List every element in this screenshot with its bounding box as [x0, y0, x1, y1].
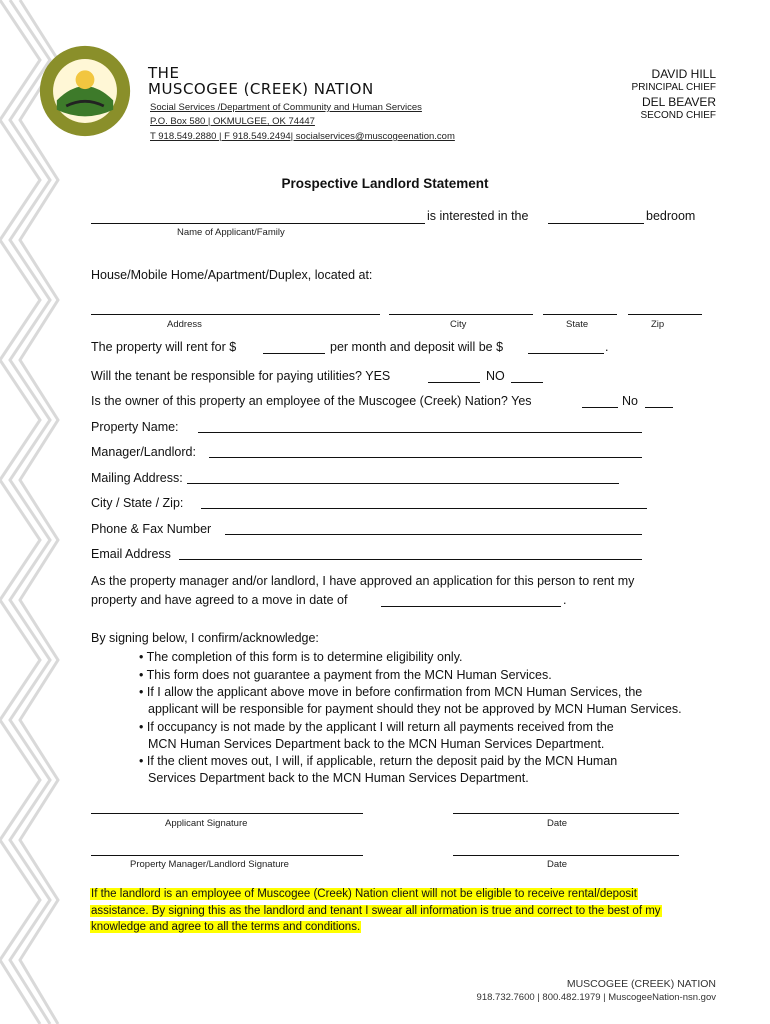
- city-label: City: [450, 319, 467, 330]
- employee-yes-field[interactable]: [582, 407, 618, 408]
- bullet-item: • If I allow the applicant above move in before confirmation from MCN Human Services, the: [139, 685, 643, 699]
- landlord-date-label: Date: [547, 859, 568, 870]
- contact-line: T 918.549.2880 | F 918.549.2494| socialservices@muscogeenation.com: [150, 131, 455, 142]
- zip-field[interactable]: [628, 314, 702, 315]
- bullet-item-continued: Services Department back to the MCN Human Services Department.: [148, 771, 529, 785]
- approval-statement-line2: property and have agreed to a move in date of: [91, 593, 348, 607]
- bullet-item-continued: MCN Human Services Department back to the MCN Human Services Department.: [148, 737, 605, 751]
- address-line: P.O. Box 580 | OKMULGEE, OK 74447: [150, 116, 315, 127]
- phone-fax-label: Phone & Fax Number: [91, 522, 212, 536]
- applicant-date-field[interactable]: [453, 813, 679, 814]
- bullet-item: • The completion of this form is to determine eligibility only.: [139, 650, 463, 664]
- utilities-yes-field[interactable]: [428, 382, 480, 383]
- signing-intro: By signing below, I confirm/acknowledge:: [91, 631, 319, 645]
- manager-field[interactable]: [209, 457, 642, 458]
- department-line: Social Services /Department of Community and Human Services: [150, 102, 422, 113]
- applicant-date-label: Date: [547, 818, 568, 829]
- city-state-zip-field[interactable]: [201, 508, 647, 509]
- interested-text: is interested in the: [427, 209, 529, 223]
- second-chief-title: SECOND CHIEF: [640, 110, 716, 121]
- city-state-zip-label: City / State / Zip:: [91, 496, 184, 510]
- utilities-no-field[interactable]: [511, 382, 543, 383]
- bedroom-count-field[interactable]: [548, 223, 644, 224]
- rent-period: .: [605, 340, 609, 354]
- footer-contact: 918.732.7600 | 800.482.1979 | MuscogeeNation-nsn.gov: [476, 992, 716, 1003]
- footer-org-name: MUSCOGEE (CREEK) NATION: [566, 978, 716, 990]
- address-field[interactable]: [91, 314, 380, 315]
- move-in-date-field[interactable]: [381, 606, 561, 607]
- email-field[interactable]: [179, 559, 642, 560]
- applicant-signature-label: Applicant Signature: [165, 818, 248, 829]
- approval-statement-line1: As the property manager and/or landlord, I have approved an application for this person to rent my: [91, 574, 635, 588]
- landlord-signature-label: Property Manager/Landlord Signature: [130, 859, 289, 870]
- address-label: Address: [167, 319, 202, 330]
- employee-no-field[interactable]: [645, 407, 673, 408]
- property-name-label: Property Name:: [91, 420, 179, 434]
- rent-amount-field[interactable]: [263, 353, 325, 354]
- bedroom-text: bedroom: [646, 209, 696, 223]
- deposit-amount-field[interactable]: [528, 353, 604, 354]
- approval-period: .: [563, 593, 567, 607]
- city-field[interactable]: [389, 314, 533, 315]
- eligibility-notice-line3: knowledge and agree to all the terms and conditions.: [91, 921, 361, 933]
- deposit-text: per month and deposit will be $: [330, 340, 504, 354]
- rent-text: The property will rent for $: [91, 340, 237, 354]
- principal-chief-title: PRINCIPAL CHIEF: [631, 82, 716, 93]
- eligibility-notice-line2: assistance. By signing this as the landlord and tenant I swear all information is true and correct to the best of my: [91, 905, 661, 917]
- bullet-item-continued: applicant will be responsible for payment should they not be approved by MCN Human Services.: [148, 702, 682, 716]
- landlord-signature-field[interactable]: [91, 855, 363, 856]
- principal-chief-name: DAVID HILL: [651, 67, 716, 81]
- landlord-date-field[interactable]: [453, 855, 679, 856]
- bullet-item: • This form does not guarantee a payment from the MCN Human Services.: [139, 668, 552, 682]
- applicant-name-field[interactable]: [91, 223, 425, 224]
- utilities-question: Will the tenant be responsible for paying utilities? YES: [91, 369, 391, 383]
- mailing-address-field[interactable]: [187, 483, 619, 484]
- mailing-address-label: Mailing Address:: [91, 471, 183, 485]
- applicant-label: Name of Applicant/Family: [177, 227, 285, 238]
- email-label: Email Address: [91, 547, 171, 561]
- state-field[interactable]: [543, 314, 617, 315]
- utilities-no-label: NO: [486, 369, 505, 383]
- state-label: State: [566, 319, 589, 330]
- form-title: Prospective Landlord Statement: [281, 176, 489, 191]
- decorative-border-pattern: [0, 0, 62, 1024]
- org-name-the: THE: [148, 64, 180, 82]
- zip-label: Zip: [651, 319, 665, 330]
- second-chief-name: DEL BEAVER: [641, 95, 716, 109]
- employee-question: Is the owner of this property an employee of the Muscogee (Creek) Nation? Yes: [91, 394, 532, 408]
- employee-no-label: No: [622, 394, 638, 408]
- bullet-item: • If the client moves out, I will, if applicable, return the deposit paid by the MCN Human: [139, 754, 618, 768]
- org-name: MUSCOGEE (CREEK) NATION: [148, 80, 374, 98]
- eligibility-notice-line1: If the landlord is an employee of Muscogee (Creek) Nation client will not be eligible to receive rental/deposit: [91, 888, 637, 900]
- manager-label: Manager/Landlord:: [91, 445, 196, 459]
- applicant-signature-field[interactable]: [91, 813, 363, 814]
- property-name-field[interactable]: [198, 432, 642, 433]
- great-seal-logo: [38, 44, 132, 138]
- bullet-item: • If occupancy is not made by the applicant I will return all payments received from the: [139, 720, 614, 734]
- phone-fax-field[interactable]: [225, 534, 642, 535]
- located-text: House/Mobile Home/Apartment/Duplex, located at:: [91, 268, 373, 282]
